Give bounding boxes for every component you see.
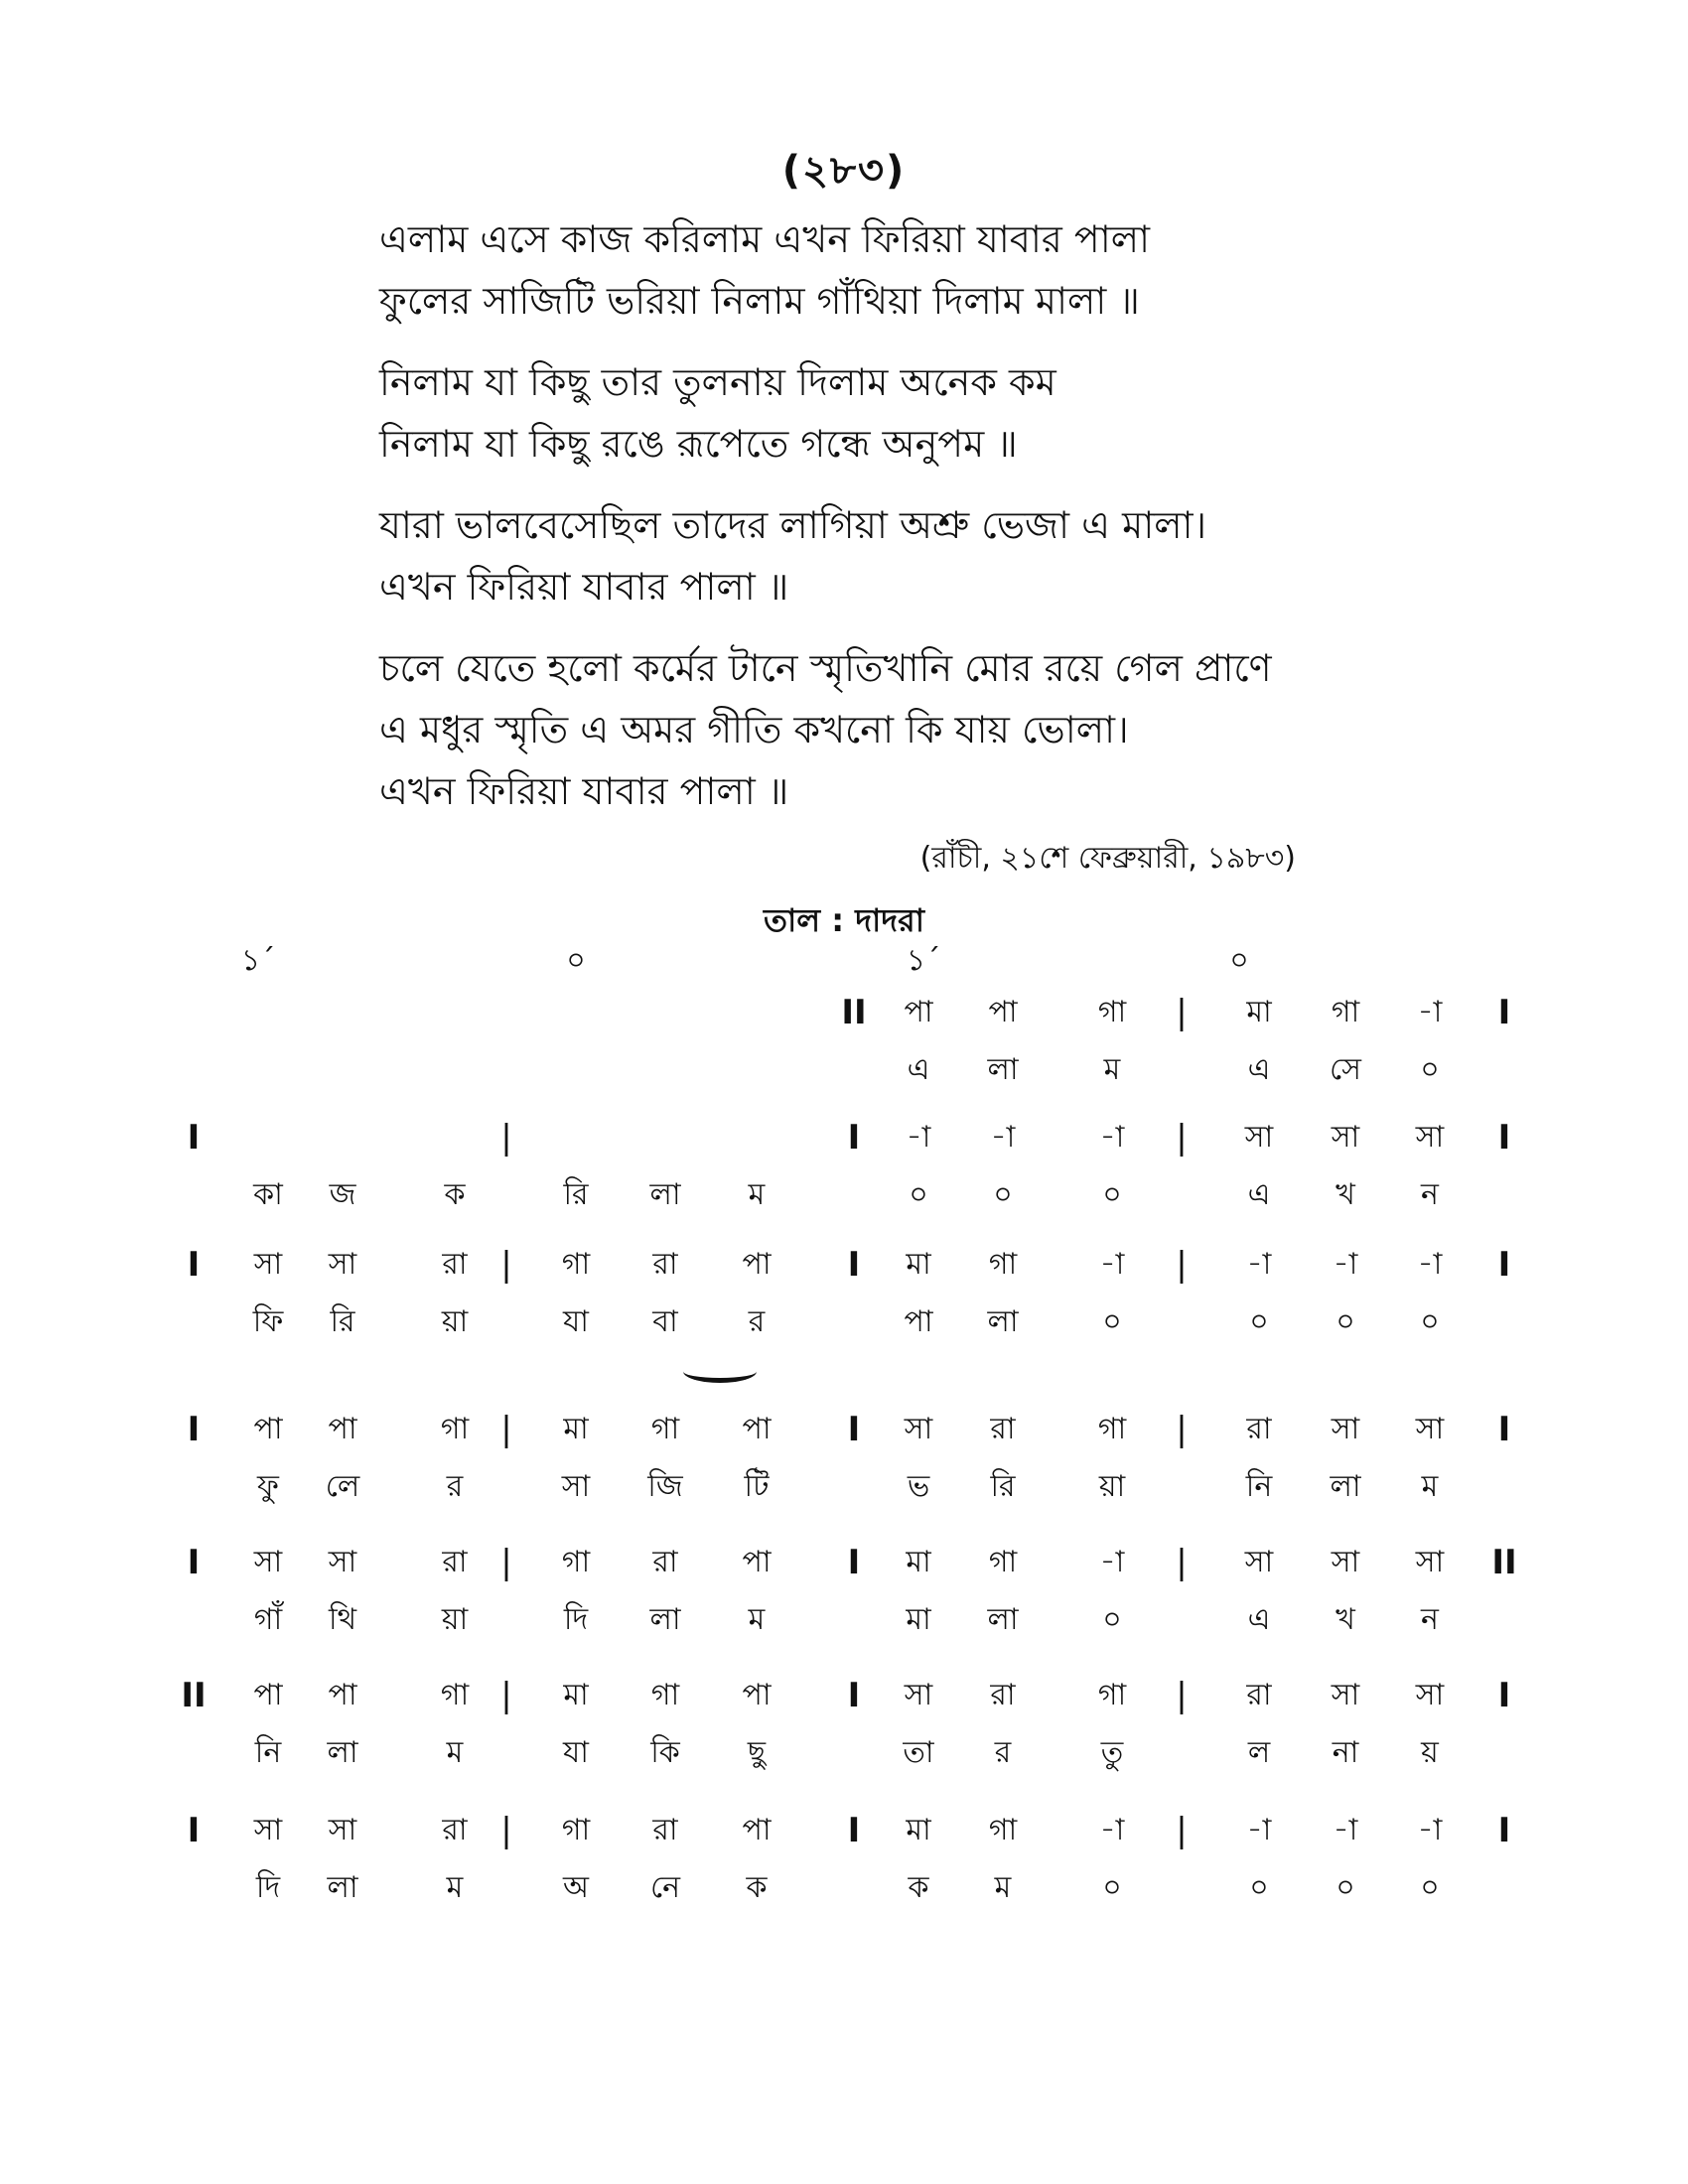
swar-note: গা: [561, 1813, 591, 1847]
bol-syllable: না: [1332, 1735, 1359, 1770]
bol-syllable: রি: [990, 1469, 1016, 1504]
bol-syllable: ম: [994, 1870, 1012, 1905]
swar-note: সা: [1331, 1120, 1360, 1155]
bol-syllable: ০: [1102, 1304, 1122, 1339]
bol-syllable: ০: [1102, 1177, 1122, 1212]
swar-note: রা: [442, 1545, 468, 1579]
swar-note: রা: [1246, 1678, 1272, 1712]
barline: |: [500, 1118, 512, 1158]
bol-syllable: নে: [649, 1870, 681, 1905]
lyric-line: এখন ফিরিয়া যাবার পালা ॥: [379, 565, 789, 609]
bol-syllable: অ: [563, 1870, 589, 1905]
barline: |: [1176, 1543, 1188, 1582]
bol-syllable: ০: [1249, 1870, 1269, 1905]
lyric-line: এলাম এসে কাজ করিলাম এখন ফিরিয়া যাবার পালা: [379, 217, 1151, 261]
swar-note: রা: [442, 1247, 468, 1282]
bol-syllable: রি: [330, 1304, 355, 1339]
swar-note: পা: [328, 1412, 357, 1446]
swar-note: সা: [904, 1678, 933, 1712]
swar-note: সা: [1331, 1545, 1360, 1579]
bol-syllable: ০: [1336, 1870, 1355, 1905]
bol-syllable: ম: [748, 1602, 766, 1637]
swar-note: সা: [1244, 1120, 1274, 1155]
bol-syllable: য়: [1421, 1735, 1439, 1770]
barline: I: [1497, 1676, 1511, 1715]
swar-note: -া: [990, 1120, 1016, 1155]
lyric-line: এ মধুর স্মৃতি এ অমর গীতি কখনো কি যায় ভোলা।: [379, 708, 1129, 751]
bol-syllable: ফু: [257, 1469, 279, 1504]
barline: I: [847, 1811, 861, 1850]
swar-note: -া: [906, 1120, 931, 1155]
bol-syllable: র: [748, 1304, 766, 1339]
swar-note: গা: [650, 1412, 680, 1446]
barline: I: [1497, 1410, 1511, 1449]
barline: I: [187, 1811, 201, 1850]
bol-syllable: লা: [987, 1602, 1019, 1637]
bol-syllable: ম: [446, 1735, 464, 1770]
barline: |: [1176, 993, 1188, 1032]
bol-syllable: জি: [647, 1469, 683, 1504]
bol-syllable: তু: [1100, 1735, 1124, 1770]
barline: I: [847, 1410, 861, 1449]
bol-syllable: লা: [649, 1177, 681, 1212]
bol-syllable: লা: [987, 1052, 1019, 1087]
swar-note: গা: [1097, 995, 1127, 1029]
swar-note: সা: [253, 1545, 283, 1579]
page-number: (২৮৩): [781, 148, 907, 194]
lyric-line: চলে যেতে হলো কর্মের টানে স্মৃতিখানি মোর রয়ে গেল প্রাণে: [379, 646, 1272, 690]
bol-syllable: ০: [1102, 1602, 1122, 1637]
swar-note: পা: [253, 1412, 283, 1446]
swar-note: পা: [988, 995, 1018, 1029]
bol-syllable: নি: [1245, 1469, 1273, 1504]
bol-syllable: য়া: [441, 1304, 469, 1339]
barline: I: [187, 1543, 201, 1582]
bol-syllable: ম: [446, 1870, 464, 1905]
barline: |: [500, 1245, 512, 1285]
bol-syllable: কা: [253, 1177, 283, 1212]
bol-syllable: যা: [563, 1304, 589, 1339]
swar-note: সা: [328, 1545, 357, 1579]
swar-note: রা: [652, 1813, 678, 1847]
swar-note: -া: [1099, 1120, 1125, 1155]
swar-note: গা: [561, 1545, 591, 1579]
barline: I: [1497, 1118, 1511, 1158]
barline: I: [847, 1543, 861, 1582]
swar-note: মা: [1246, 995, 1272, 1029]
bol-syllable: সে: [1330, 1052, 1361, 1087]
bol-syllable: এ: [907, 1052, 930, 1087]
swar-note: -া: [1333, 1813, 1358, 1847]
swar-note: সা: [904, 1412, 933, 1446]
bol-syllable: ম: [1421, 1469, 1439, 1504]
bol-syllable: মা: [906, 1602, 931, 1637]
barline: I: [847, 1245, 861, 1285]
bol-syllable: ন: [1421, 1602, 1439, 1637]
bol-syllable: লা: [1330, 1469, 1361, 1504]
bol-syllable: ০: [1249, 1304, 1269, 1339]
barline: |: [1176, 1410, 1188, 1449]
bol-syllable: ম: [1103, 1052, 1121, 1087]
beat-marker: ১´: [240, 943, 276, 978]
lyric-line: ফুলের সাজিটি ভরিয়া নিলাম গাঁথিয়া দিলাম মালা ॥: [379, 279, 1140, 323]
bol-syllable: ০: [1336, 1304, 1355, 1339]
bol-syllable: ০: [1420, 1304, 1440, 1339]
slur-mark: [683, 1360, 757, 1383]
bol-syllable: দি: [255, 1870, 281, 1905]
barline: |: [500, 1543, 512, 1582]
lyric-line: যারা ভালবেসেছিল তাদের লাগিয়া অশ্রু ভেজা এ মালা।: [379, 503, 1207, 547]
swar-note: সা: [1415, 1412, 1445, 1446]
barline: I: [1497, 993, 1511, 1032]
swar-note: পা: [742, 1813, 772, 1847]
taal-label: তাল : দাদরা: [764, 901, 924, 939]
swar-note: সা: [253, 1813, 283, 1847]
swar-note: পা: [742, 1678, 772, 1712]
lyric-line: নিলাম যা কিছু তার তুলনায় দিলাম অনেক কম: [379, 360, 1056, 404]
bol-syllable: সা: [561, 1469, 591, 1504]
beat-marker: ১´: [906, 943, 941, 978]
bol-syllable: ভ: [907, 1469, 930, 1504]
swar-note: পা: [328, 1678, 357, 1712]
swar-note: -া: [1099, 1545, 1125, 1579]
swar-note: রা: [442, 1813, 468, 1847]
bol-syllable: এ: [1247, 1177, 1271, 1212]
barline: II: [841, 993, 867, 1032]
bol-syllable: গাঁ: [253, 1602, 283, 1637]
bol-syllable: ০: [993, 1177, 1013, 1212]
bol-syllable: লা: [987, 1304, 1019, 1339]
lyric-line: নিলাম যা কিছু রঙে রূপেতে গন্ধে অনুপম ॥: [379, 422, 1018, 466]
bol-syllable: ০: [1420, 1870, 1440, 1905]
bol-syllable: ফি: [252, 1304, 284, 1339]
barline: I: [1497, 1811, 1511, 1850]
swar-note: পা: [742, 1412, 772, 1446]
swar-note: সা: [1331, 1412, 1360, 1446]
swar-note: সা: [328, 1813, 357, 1847]
swar-note: গা: [988, 1813, 1018, 1847]
swar-note: গা: [650, 1678, 680, 1712]
barline: I: [187, 1410, 201, 1449]
beat-marker: ০: [1229, 943, 1249, 978]
bol-syllable: ক: [908, 1870, 929, 1905]
bol-syllable: ০: [1420, 1052, 1440, 1087]
bol-syllable: ল: [1247, 1735, 1271, 1770]
barline: I: [847, 1676, 861, 1715]
bol-syllable: খ: [1336, 1177, 1355, 1212]
bol-syllable: য়া: [1098, 1469, 1126, 1504]
swar-note: -া: [1099, 1813, 1125, 1847]
bol-syllable: ক: [746, 1870, 768, 1905]
swar-note: মা: [906, 1247, 931, 1282]
barline: I: [187, 1118, 201, 1158]
swar-note: মা: [563, 1412, 589, 1446]
bol-syllable: তা: [903, 1735, 934, 1770]
bol-syllable: যা: [563, 1735, 589, 1770]
swar-note: গা: [1331, 995, 1360, 1029]
swar-note: রা: [652, 1545, 678, 1579]
barline: II: [181, 1676, 207, 1715]
swar-note: সা: [1244, 1545, 1274, 1579]
barline: |: [1176, 1676, 1188, 1715]
bol-syllable: এ: [1247, 1052, 1271, 1087]
attribution: (রাঁচী, ২১শে ফেব্রুয়ারী, ১৯৮৩): [919, 841, 1296, 876]
bol-syllable: র: [446, 1469, 464, 1504]
swar-note: -া: [1417, 995, 1443, 1029]
barline: II: [1491, 1543, 1517, 1582]
swar-note: গা: [440, 1412, 470, 1446]
bol-syllable: পা: [904, 1304, 933, 1339]
barline: |: [500, 1811, 512, 1850]
bol-syllable: লা: [327, 1870, 358, 1905]
lyric-line: এখন ফিরিয়া যাবার পালা ॥: [379, 769, 789, 813]
bol-syllable: লে: [325, 1469, 360, 1504]
swar-note: -া: [1099, 1247, 1125, 1282]
swar-note: মা: [906, 1813, 931, 1847]
bol-syllable: লা: [649, 1602, 681, 1637]
beat-marker: ০: [566, 943, 586, 978]
bol-syllable: দি: [563, 1602, 589, 1637]
swar-note: গা: [1097, 1412, 1127, 1446]
bol-syllable: ছু: [747, 1735, 767, 1770]
swar-note: পা: [904, 995, 933, 1029]
barline: |: [1176, 1245, 1188, 1285]
bol-syllable: ন: [1421, 1177, 1439, 1212]
bol-syllable: কি: [650, 1735, 680, 1770]
bol-syllable: থি: [328, 1602, 357, 1637]
swar-note: -া: [1417, 1247, 1443, 1282]
swar-note: মা: [563, 1678, 589, 1712]
barline: |: [1176, 1811, 1188, 1850]
bol-syllable: লা: [327, 1735, 358, 1770]
barline: I: [1497, 1245, 1511, 1285]
swar-note: সা: [1415, 1545, 1445, 1579]
bol-syllable: র: [994, 1735, 1012, 1770]
bol-syllable: ম: [748, 1177, 766, 1212]
swar-note: -া: [1417, 1813, 1443, 1847]
swar-note: সা: [253, 1247, 283, 1282]
bol-syllable: এ: [1247, 1602, 1271, 1637]
swar-note: সা: [328, 1247, 357, 1282]
swar-note: সা: [1331, 1678, 1360, 1712]
bol-syllable: জ: [329, 1177, 356, 1212]
barline: |: [500, 1410, 512, 1449]
swar-note: গা: [1097, 1678, 1127, 1712]
swar-note: সা: [1415, 1678, 1445, 1712]
barline: |: [500, 1676, 512, 1715]
swar-note: -া: [1246, 1813, 1272, 1847]
swar-note: রা: [990, 1678, 1016, 1712]
swar-note: রা: [652, 1247, 678, 1282]
bol-syllable: ক: [444, 1177, 466, 1212]
bol-syllable: ০: [909, 1177, 928, 1212]
swar-note: সা: [1415, 1120, 1445, 1155]
swar-note: পা: [742, 1545, 772, 1579]
swar-note: পা: [742, 1247, 772, 1282]
swar-note: -া: [1333, 1247, 1358, 1282]
bol-syllable: খ: [1336, 1602, 1355, 1637]
bol-syllable: টি: [744, 1469, 770, 1504]
bol-syllable: রি: [563, 1177, 589, 1212]
bol-syllable: ০: [1102, 1870, 1122, 1905]
bol-syllable: নি: [254, 1735, 282, 1770]
barline: I: [847, 1118, 861, 1158]
swar-note: গা: [988, 1247, 1018, 1282]
barline: |: [1176, 1118, 1188, 1158]
bol-syllable: বা: [652, 1304, 678, 1339]
swar-note: গা: [440, 1678, 470, 1712]
swar-note: পা: [253, 1678, 283, 1712]
swar-note: গা: [988, 1545, 1018, 1579]
swar-note: রা: [990, 1412, 1016, 1446]
swar-note: রা: [1246, 1412, 1272, 1446]
bol-syllable: য়া: [441, 1602, 469, 1637]
swar-note: গা: [561, 1247, 591, 1282]
swar-note: মা: [906, 1545, 931, 1579]
barline: I: [187, 1245, 201, 1285]
swar-note: -া: [1246, 1247, 1272, 1282]
